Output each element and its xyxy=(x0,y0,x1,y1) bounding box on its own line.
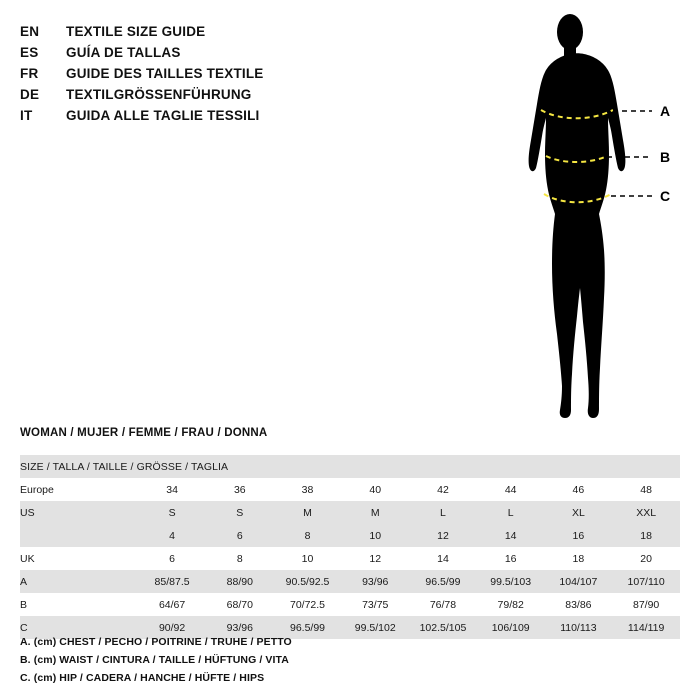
cell: 90/92 xyxy=(158,621,186,634)
cell: 40 xyxy=(369,483,382,496)
cell: 18 xyxy=(572,552,585,565)
cell: 106/109 xyxy=(491,621,530,634)
row-label: C xyxy=(20,621,28,634)
cell: 79/82 xyxy=(497,598,524,611)
table-row xyxy=(20,501,680,524)
marker-label-c: C xyxy=(660,188,671,204)
cell: 88/90 xyxy=(226,575,253,588)
table-row xyxy=(20,593,680,616)
female-silhouette-figure xyxy=(500,8,690,428)
cell: S xyxy=(236,506,244,519)
cell: M xyxy=(370,506,380,519)
cell: 104/107 xyxy=(559,575,598,588)
cell: 93/96 xyxy=(226,621,253,634)
language-code: ES xyxy=(20,45,39,60)
cell: 85/87.5 xyxy=(154,575,190,588)
cell: 90.5/92.5 xyxy=(285,575,330,588)
cell: 96.5/99 xyxy=(289,621,326,634)
cell: 99.5/102 xyxy=(354,621,396,634)
cell: 10 xyxy=(369,529,382,542)
language-row xyxy=(20,108,480,129)
language-code: IT xyxy=(20,108,33,123)
language-code: DE xyxy=(20,87,40,102)
cell: S xyxy=(168,506,176,519)
cell: 107/110 xyxy=(627,575,665,588)
cell: 42 xyxy=(437,483,449,496)
table-row xyxy=(20,478,680,501)
cell: 114/119 xyxy=(627,621,665,634)
cell: 14 xyxy=(504,529,517,542)
cell: 16 xyxy=(504,552,517,565)
language-title-block xyxy=(20,24,480,129)
cell: 6 xyxy=(236,529,243,542)
cell: 34 xyxy=(166,483,178,496)
cell: 93/96 xyxy=(362,575,389,588)
marker-label-b: B xyxy=(660,149,671,165)
cell: 70/72.5 xyxy=(289,598,326,611)
table-row xyxy=(20,524,680,547)
row-label: A xyxy=(20,575,28,588)
cell: 10 xyxy=(301,552,314,565)
language-row xyxy=(20,66,480,87)
cell: 8 xyxy=(304,529,311,542)
legend-line-c: C. (cm) HIP / CADERA / HANCHE / HÜFTE / HIPS xyxy=(20,672,265,684)
language-title: TEXTILE SIZE GUIDE xyxy=(66,24,206,39)
cell: M xyxy=(303,506,312,519)
cell: 96.5/99 xyxy=(425,575,461,588)
cell: 64/67 xyxy=(158,598,186,611)
cell: 110/113 xyxy=(560,621,597,634)
cell: 6 xyxy=(169,552,175,565)
table-row xyxy=(20,570,680,593)
silhouette-icon xyxy=(529,14,626,418)
language-row xyxy=(20,24,480,45)
cell: 87/90 xyxy=(632,598,660,611)
cell: L xyxy=(507,506,514,519)
language-row xyxy=(20,87,480,108)
cell: 68/70 xyxy=(226,598,253,611)
cell: 44 xyxy=(504,483,517,496)
legend-line-a: A. (cm) CHEST / PECHO / POITRINE / TRUHE / PETTO xyxy=(20,636,292,648)
table-header-row xyxy=(20,455,680,478)
cell: 83/86 xyxy=(565,598,592,611)
cell: 14 xyxy=(437,552,449,565)
cell: 36 xyxy=(233,483,246,496)
row-label xyxy=(20,524,138,547)
size-table xyxy=(20,455,680,639)
language-title: GUIDE DES TAILLES TEXTILE xyxy=(66,66,264,81)
language-title: GUÍA DE TALLAS xyxy=(66,45,181,60)
cell: 8 xyxy=(236,552,243,565)
legend-line-b: B. (cm) WAIST / CINTURA / TAILLE / HÜFTUNG / VITA xyxy=(20,654,289,666)
cell: 76/78 xyxy=(429,598,457,611)
cell: 12 xyxy=(437,529,449,542)
language-row xyxy=(20,45,480,66)
cell: 46 xyxy=(572,483,585,496)
cell: 16 xyxy=(572,529,585,542)
cell: 38 xyxy=(301,483,314,496)
cell: 102.5/105 xyxy=(419,621,467,634)
row-label: B xyxy=(20,598,28,611)
cell: 99.5/103 xyxy=(490,575,532,588)
cell: 73/75 xyxy=(362,598,389,611)
cell: XXL xyxy=(636,506,657,519)
language-code: FR xyxy=(20,66,39,81)
table-row xyxy=(20,547,680,570)
table-header-label: SIZE / TALLA / TAILLE / GRÖSSE / TAGLIA xyxy=(20,460,229,473)
cell: L xyxy=(440,506,446,519)
marker-label-a: A xyxy=(660,103,671,119)
table-caption: WOMAN / MUJER / FEMME / FRAU / DONNA xyxy=(20,427,268,439)
language-title: TEXTILGRÖSSENFÜHRUNG xyxy=(66,87,252,102)
row-label: US xyxy=(20,506,35,519)
cell: 12 xyxy=(369,552,382,565)
language-code: EN xyxy=(20,24,40,39)
row-label: Europe xyxy=(20,483,54,496)
cell: 20 xyxy=(640,552,652,565)
cell: XL xyxy=(571,506,585,519)
cell: 48 xyxy=(640,483,652,496)
row-label: UK xyxy=(20,552,35,565)
cell: 4 xyxy=(169,529,175,542)
cell: 18 xyxy=(640,529,652,542)
language-title: GUIDA ALLE TAGLIE TESSILI xyxy=(66,108,260,123)
measurement-legend xyxy=(20,633,620,687)
